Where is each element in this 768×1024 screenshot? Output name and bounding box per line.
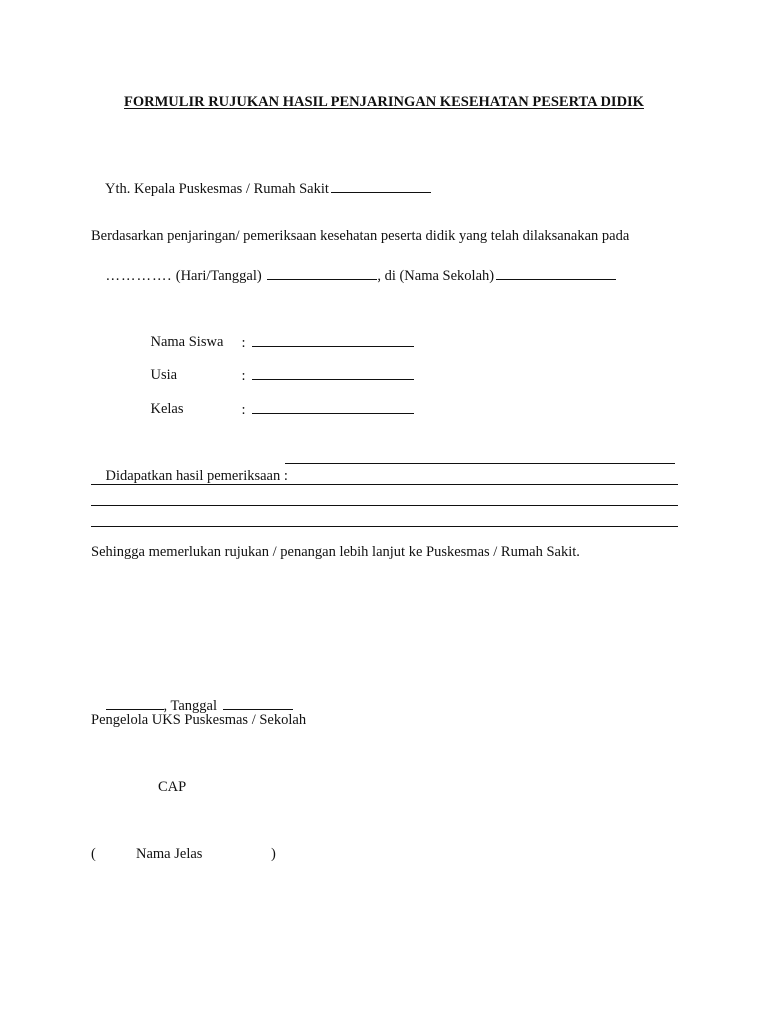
- printed-name-label: Nama Jelas: [136, 846, 203, 862]
- result-label: Didapatkan hasil pemeriksaan :: [105, 468, 288, 484]
- conclusion-text: Sehingga memerlukan rujukan / penangan lebih lanjut ke Puskesmas / Rumah Sakit.: [91, 544, 580, 560]
- field-colon: :: [241, 402, 246, 418]
- school-blank: [496, 266, 616, 280]
- student-name-blank: [252, 333, 414, 347]
- signature-date-blank: [223, 696, 293, 710]
- place-blank: [106, 696, 164, 710]
- result-blank-4: [91, 526, 678, 527]
- signature-date-label: , Tanggal: [163, 698, 217, 714]
- result-blank-1: [285, 463, 675, 464]
- student-age-blank: [252, 366, 414, 380]
- intro-line-1: Berdasarkan penjaringan/ pemeriksaan kesehatan peserta didik yang telah dilaksanakan pada: [91, 228, 630, 244]
- student-class-field: [136, 382, 184, 436]
- result-blank-3: [91, 505, 678, 506]
- stamp-label: CAP: [158, 779, 187, 795]
- intro-line-2: [91, 248, 616, 303]
- result-blank-2: [91, 484, 678, 485]
- form-title: FORMULIR RUJUKAN HASIL PENJARINGAN KESEHATAN PESERTA DIDIK: [124, 94, 644, 110]
- intro-dots: ………….: [105, 268, 173, 284]
- field-label: Nama Siswa: [150, 334, 224, 350]
- result-line: [91, 449, 288, 503]
- recipient-line: [91, 161, 431, 216]
- close-paren: ): [271, 846, 276, 862]
- student-class-blank: [252, 400, 414, 414]
- signer-role: Pengelola UKS Puskesmas / Sekolah: [91, 712, 307, 728]
- field-label: Kelas: [150, 401, 184, 417]
- field-colon: :: [241, 368, 246, 384]
- date-label: (Hari/Tanggal): [175, 268, 262, 284]
- field-colon: :: [241, 335, 246, 351]
- student-class-value: [227, 382, 414, 437]
- date-blank: [267, 266, 377, 280]
- field-label: Usia: [150, 367, 178, 383]
- open-paren: (: [91, 846, 96, 862]
- recipient-blank: [331, 179, 431, 193]
- school-label: , di (Nama Sekolah): [377, 268, 495, 284]
- recipient-label: Yth. Kepala Puskesmas / Rumah Sakit: [104, 181, 329, 197]
